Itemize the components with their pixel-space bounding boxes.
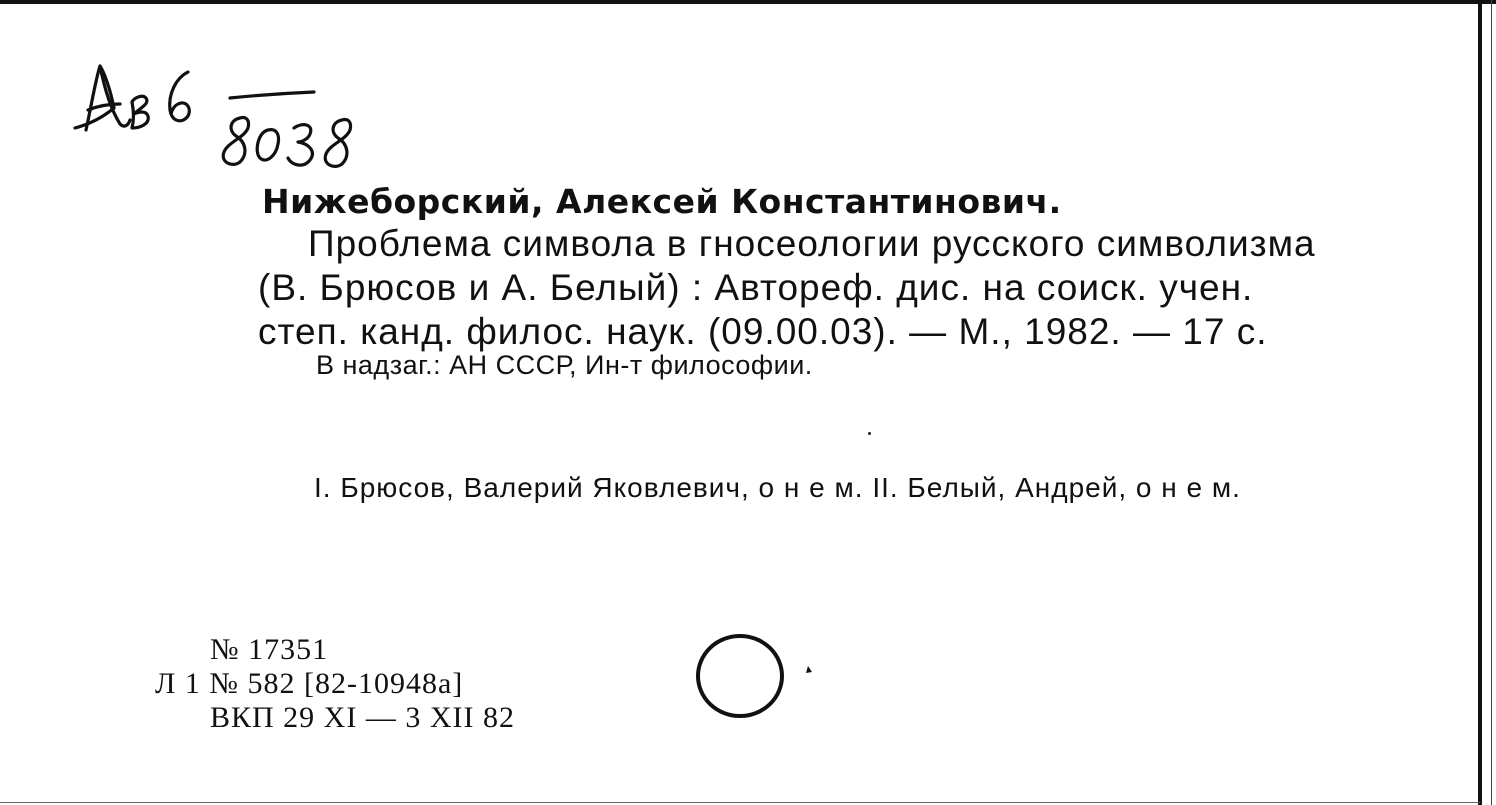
header-note: В надзаг.: АН СССР, Ин-т философии.	[316, 350, 813, 380]
accession-number: № 17351	[210, 633, 329, 666]
punch-hole	[692, 628, 822, 728]
record-line: Л 1 № 582 [82-10948а]	[155, 667, 464, 700]
title-line-1: Проблема символа в гносеологии русского символизма	[308, 223, 1316, 264]
card-right-border	[1478, 0, 1482, 805]
accession-block	[155, 633, 515, 735]
punch-hole-circle	[692, 628, 822, 728]
title-line-2: (В. Брюсов и А. Белый) : Автореф. дис. на соиск. учен.	[258, 267, 1254, 308]
vkp-line: ВКП 29 XI — 3 XII 82	[210, 701, 515, 734]
shelfmark-handwriting	[70, 58, 390, 188]
card-right-edge	[1491, 0, 1492, 805]
card-top-border	[0, 0, 1496, 4]
handwritten-shelfmark	[70, 58, 390, 188]
title-statement	[258, 222, 1448, 354]
card-bottom-border	[0, 802, 1480, 803]
subject-tracings: I. Брюсов, Валерий Яковлевич, о н е м. II. Белый, Андрей, о н е м.	[314, 472, 1241, 503]
title-line-3: степ. канд. филос. наук. (09.00.03). — М., 1982. — 17 с.	[258, 311, 1268, 352]
stray-mark	[868, 432, 871, 435]
author-heading: Нижеборский, Алексей Константинович.	[262, 182, 1062, 221]
